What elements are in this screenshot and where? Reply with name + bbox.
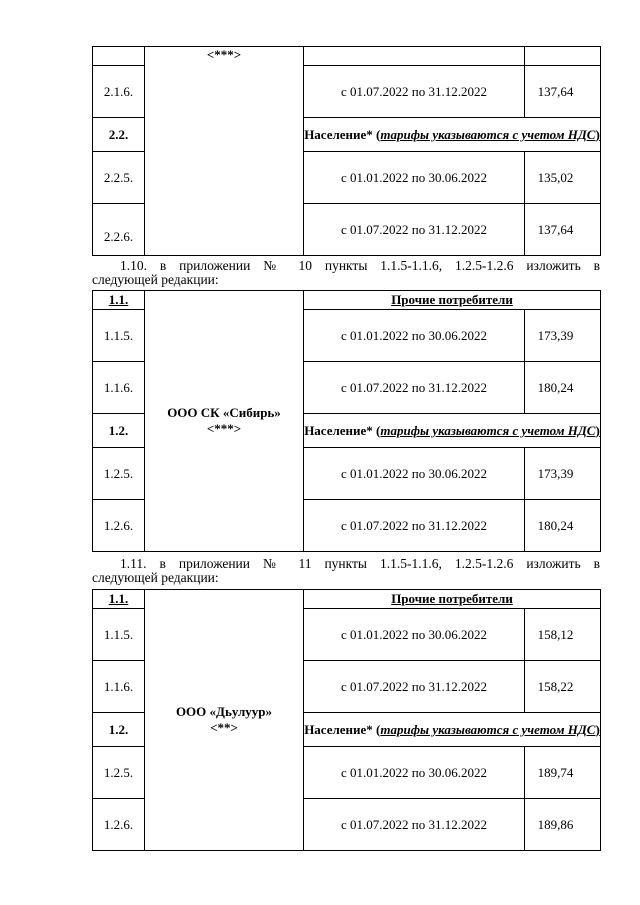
row-number: 1.2.6. [93,500,145,552]
row-number: 1.1.5. [93,609,145,661]
section-number: 2.2. [93,118,145,152]
table-row [93,590,601,609]
row-period: с 01.07.2022 по 31.12.2022 [304,204,525,256]
tariff-table-sibir [92,290,601,552]
section-header-others: Прочие потребители [304,291,601,310]
row-value: 173,39 [525,310,601,362]
row-value: 180,24 [525,500,601,552]
row-number: 2.2.5. [93,152,145,204]
section-header-population: Население* (тарифы указываются с учетом НДС) [304,414,601,448]
row-value: 158,22 [525,661,601,713]
row-period: с 01.07.2022 по 31.12.2022 [304,799,525,851]
paragraph-line: 1.11. в приложении № 11 пункты 1.1.5-1.1.6, 1.2.5-1.2.6 изложить в [120,556,600,571]
org-cell [145,291,304,552]
section-header-population: Население* (тарифы указываются с учетом НДС) [304,713,601,747]
row-period: с 01.01.2022 по 30.06.2022 [304,310,525,362]
section-header-population: Население* (тарифы указываются с учетом НДС) [304,118,601,152]
table-cell-empty [304,47,525,66]
row-period: с 01.07.2022 по 31.12.2022 [304,500,525,552]
row-period: с 01.01.2022 по 30.06.2022 [304,609,525,661]
row-number: 1.1.5. [93,310,145,362]
table-row [93,291,601,310]
org-name: ООО СК «Сибирь» [167,405,281,420]
paragraph-line: 1.10. в приложении № 10 пункты 1.1.5-1.1.6, 1.2.5-1.2.6 изложить в [120,258,600,273]
paragraph-1-10 [92,259,600,273]
tariff-table-continuation [92,46,601,256]
org-cell [145,590,304,851]
row-period: с 01.07.2022 по 31.12.2022 [304,661,525,713]
row-value: 189,86 [525,799,601,851]
row-period: с 01.07.2022 по 31.12.2022 [304,362,525,414]
section-number: 1.2. [93,414,145,448]
org-cell [145,47,304,256]
row-value: 135,02 [525,152,601,204]
section-number: 1.2. [93,713,145,747]
org-note: <**> [210,720,238,735]
row-period: с 01.07.2022 по 31.12.2022 [304,66,525,118]
org-note: <***> [206,47,242,62]
row-number: 2.2.6. [93,204,145,256]
tariff-table-dyuluur [92,589,601,851]
row-value: 189,74 [525,747,601,799]
section-number: 1.1. [93,291,145,310]
row-number: 1.1.6. [93,661,145,713]
row-number: 1.2.6. [93,799,145,851]
row-number: 1.2.5. [93,448,145,500]
org-name: ООО «Дьулуур» [175,704,273,719]
row-period: с 01.01.2022 по 30.06.2022 [304,747,525,799]
row-number: 1.2.5. [93,747,145,799]
row-period: с 01.01.2022 по 30.06.2022 [304,152,525,204]
paragraph-line: следующей редакции: [92,570,219,585]
row-number: 2.1.6. [93,66,145,118]
section-number: 1.1. [93,590,145,609]
row-value: 137,64 [525,66,601,118]
table-cell-empty [93,47,145,66]
table-cell-empty [525,47,601,66]
row-period: с 01.01.2022 по 30.06.2022 [304,448,525,500]
row-value: 180,24 [525,362,601,414]
row-number: 1.1.6. [93,362,145,414]
row-value: 137,64 [525,204,601,256]
row-value: 173,39 [525,448,601,500]
paragraph-1-11 [92,557,600,571]
org-note: <***> [206,421,242,436]
row-value: 158,12 [525,609,601,661]
paragraph-line: следующей редакции: [92,272,219,287]
section-header-others: Прочие потребители [304,590,601,609]
